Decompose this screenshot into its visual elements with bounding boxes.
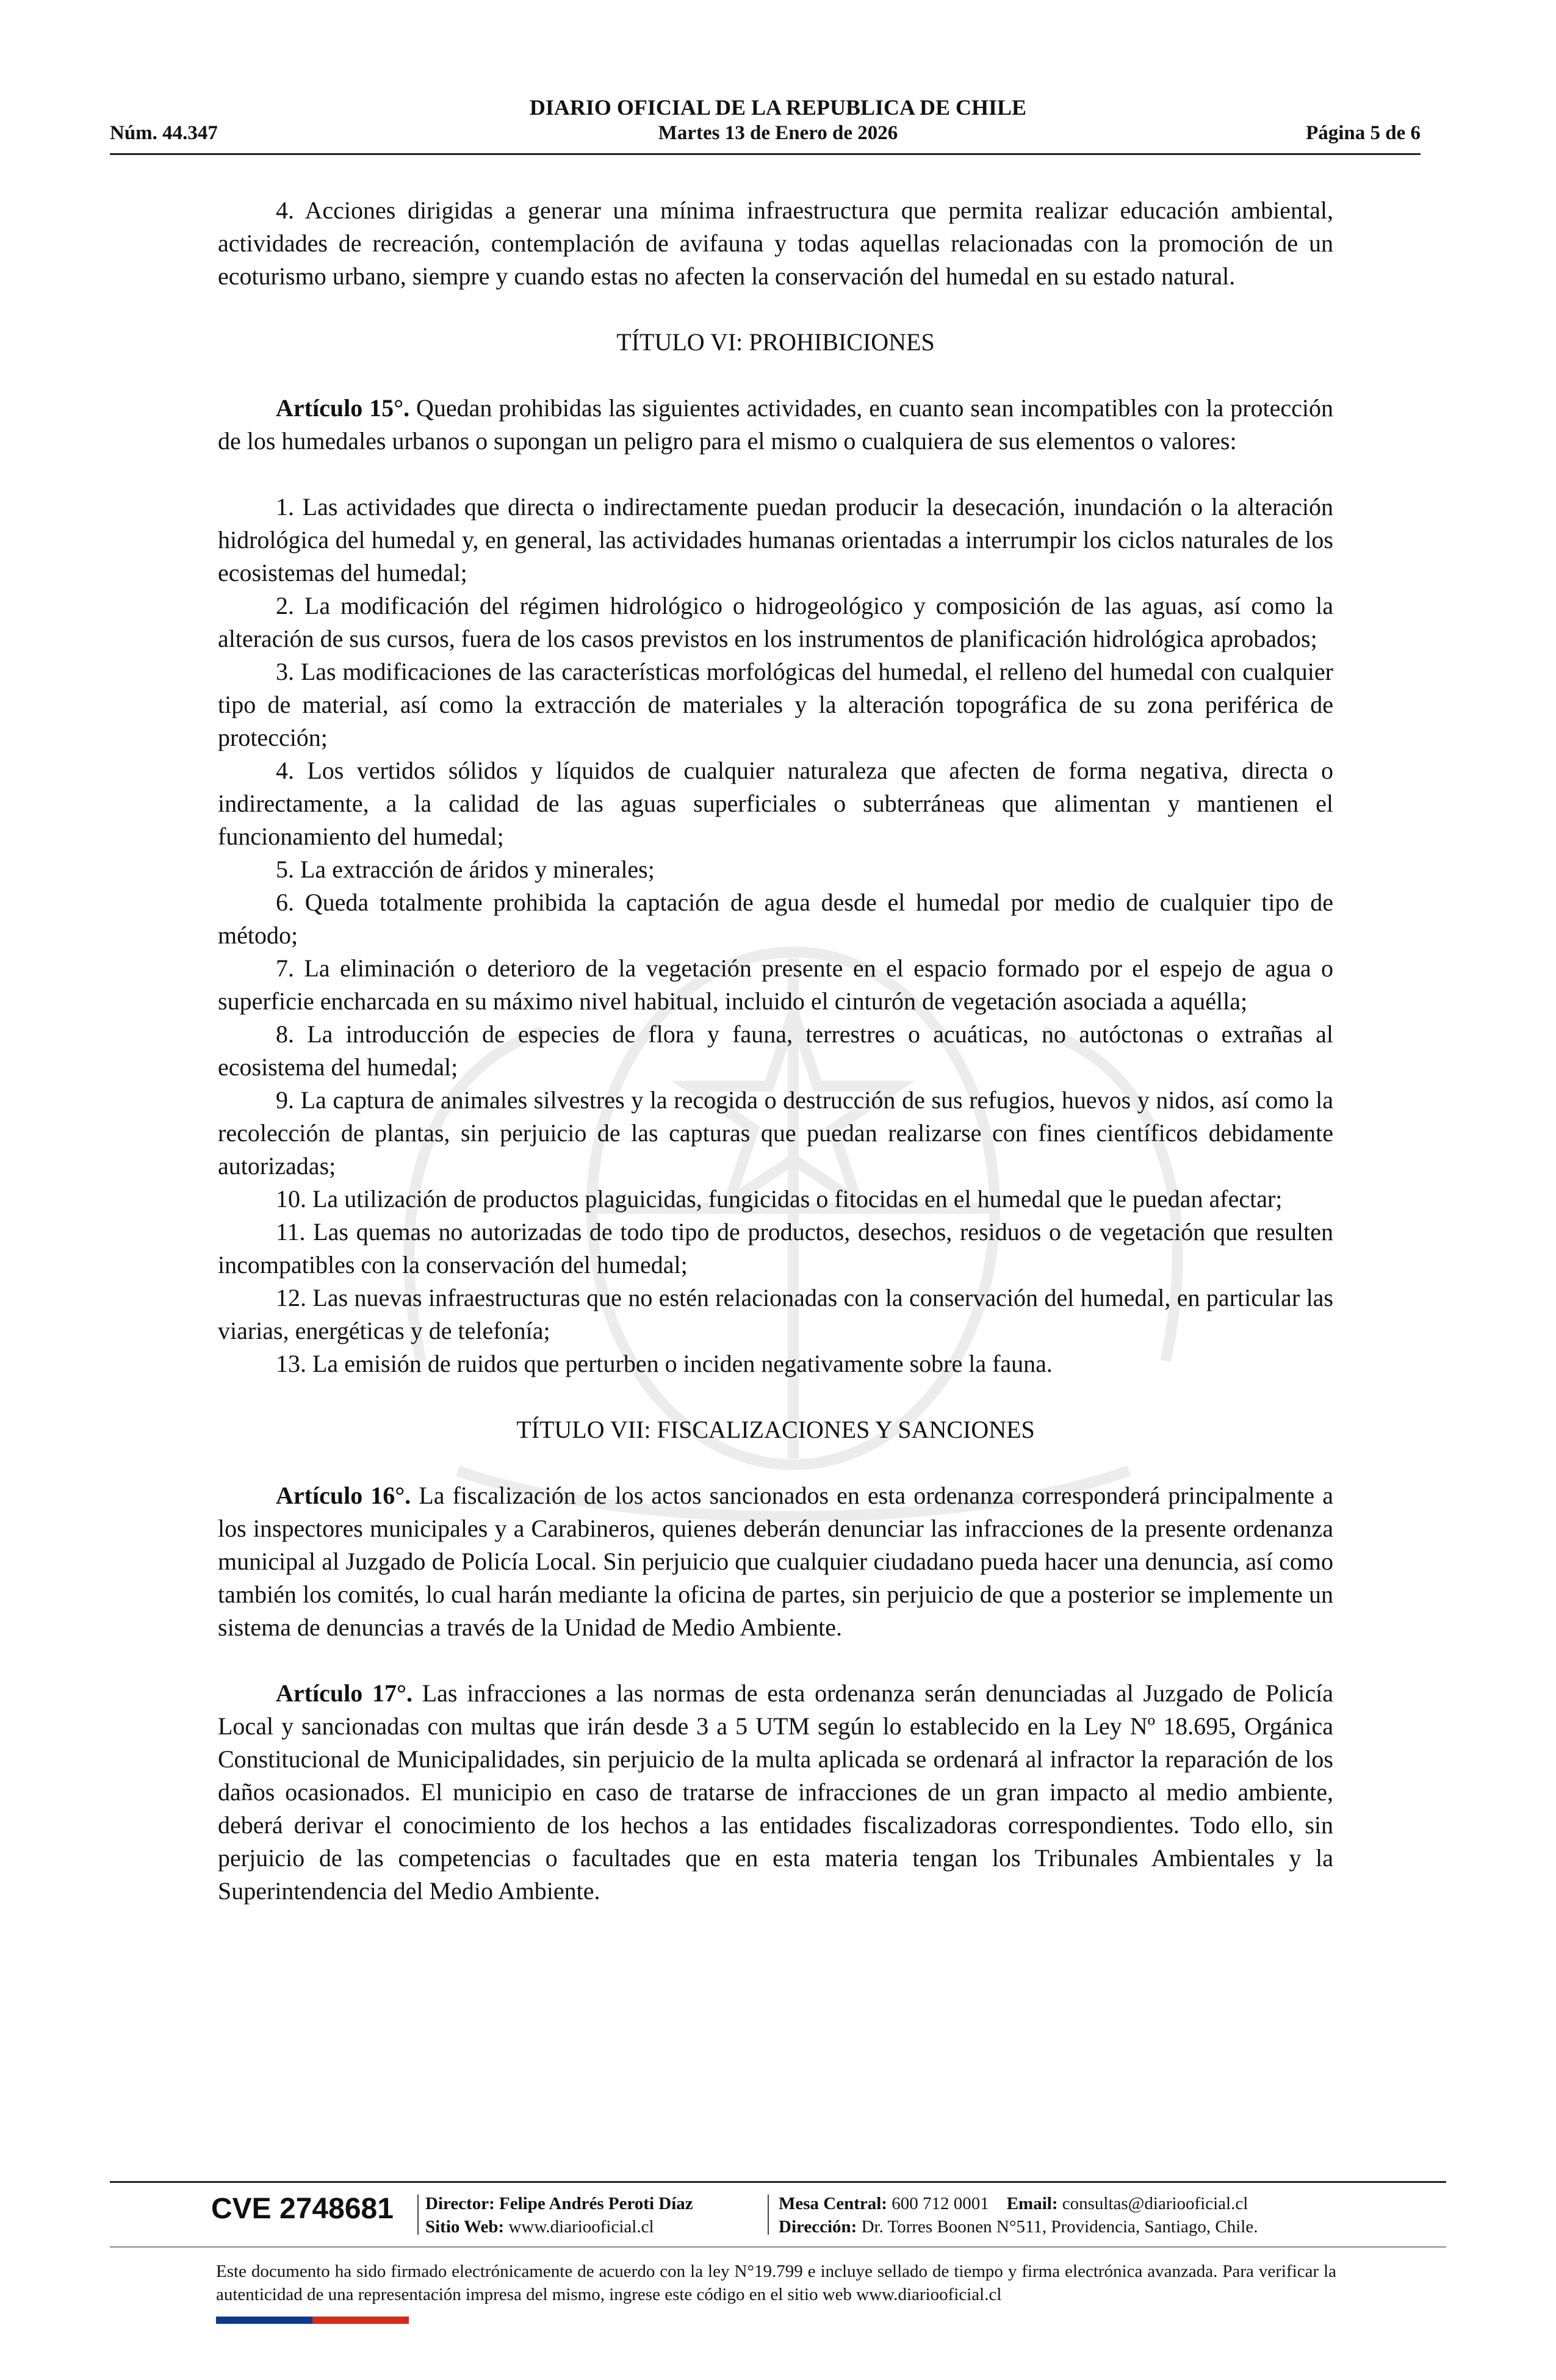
prohibition-item: 13. La emisión de ruidos que perturben o inciden negativamente sobre la fauna. (276, 1350, 1053, 1377)
mesa-label: Mesa Central: (779, 2194, 887, 2213)
cve-code: CVE 2748681 (211, 2193, 394, 2225)
article-16-text: La fiscalización de los actos sancionados en esta ordenanza corresponderá principalmente a los inspectores municipales y a Carabineros, quienes deberán denunciar las infracciones de la presente ordenanza municipal al Juzgado de Policía Local. Sin perjuicio que cualquier ciudadano pueda hacer una denuncia, así como también los comités, lo cual harán mediante la oficina de partes, sin perjuicio de que a posterior se implemente un sistema de denuncias a través de la Unidad de Medio Ambiente. (218, 1482, 1334, 1641)
prohibition-item: 8. La introducción de especies de flora y fauna, terrestres o acuáticas, no autóctonas o extrañas al ecosistema del humedal; (218, 1020, 1333, 1081)
prohibition-item: 4. Los vertidos sólidos y líquidos de cualquier naturaleza que afecten de forma negativa, directa o indirectamente, a la calidad de las aguas superficiales o subterráneas que alimentan y mantienen el funcionamiento del humedal; (218, 757, 1333, 850)
footer-contact-block (779, 2192, 1258, 2238)
article-17 (218, 1677, 1333, 1908)
flag-stripe-red (312, 2317, 409, 2324)
article-15 (218, 392, 1333, 458)
page-number: Página 5 de 6 (1306, 122, 1421, 144)
flag-stripe-blue (216, 2317, 312, 2324)
article-15-heading: Artículo 15°. (276, 394, 410, 422)
article-16-heading: Artículo 16°. (276, 1482, 411, 1509)
mesa-phone: 600 712 0001 (891, 2194, 989, 2213)
email-link[interactable]: consultas@diariooficial.cl (1062, 2194, 1248, 2213)
article-17-text: Las infracciones a las normas de esta ordenanza serán denunciadas al Juzgado de Policía Local y sancionadas con multas que irán desde 3 a 5 UTM según lo establecido en la Ley Nº 18.695, Orgánica Constitucional de Municipalidades, sin perjuicio de la multa aplicada se ordenará al infractor la reparación de los daños ocasionados. El municipio en caso de tratarse de infracciones de un gran impacto al medio ambiente, deberá derivar el conocimiento de los hechos a las entidades fiscalizadoras correspondientes. Todo ello, sin perjuicio de las competencias o facultades que en esta materia tengan los Tribunales Ambientales y la Superintendencia del Medio Ambiente. (218, 1679, 1333, 1905)
document-body (218, 194, 1333, 1908)
prohibition-item: 5. La extracción de áridos y minerales; (276, 856, 655, 883)
footer-separator (417, 2194, 419, 2235)
article-15-text: Quedan prohibidas las siguientes actividades, en cuanto sean incompatibles con la protección de los humedales urbanos o supongan un peligro para el mismo o cualquiera de sus elementos o valores: (218, 394, 1333, 455)
prohibition-item: 11. Las quemas no autorizadas de todo tipo de productos, desechos, residuos o de vegetación que resulten incompatibles con la conservación del humedal; (218, 1218, 1333, 1278)
section-title-vi: TÍTULO VI: PROHIBICIONES (616, 328, 935, 356)
prohibition-item: 12. Las nuevas infraestructuras que no estén relacionadas con la conservación del humedal, en particular las viarias, energéticas y de telefonía; (218, 1284, 1333, 1344)
site-label: Sitio Web: (425, 2217, 505, 2237)
email-label: Email: (1006, 2194, 1058, 2213)
article-17-heading: Artículo 17°. (276, 1679, 412, 1707)
prohibition-item: 7. La eliminación o deterioro de la vegetación presente en el espacio formado por el espejo de agua o superficie encharcada en su máximo nivel habitual, incluido el cinturón de vegetación asociada a aquélla; (218, 954, 1333, 1015)
prohibition-item: 10. La utilización de productos plaguicidas, fungicidas o fitocidas en el humedal que le puedan afectar; (276, 1185, 1283, 1213)
prohibition-item: 2. La modificación del régimen hidrológico o hidrogeológico y composición de las aguas, así como la alteración de sus cursos, fuera de los casos previstos en los instrumentos de planificación hidrológica aprobados; (218, 592, 1333, 652)
issue-number: Núm. 44.347 (110, 122, 218, 144)
publication-title: DIARIO OFICIAL DE LA REPUBLICA DE CHILE (529, 95, 1027, 120)
article-16 (218, 1479, 1333, 1644)
prohibition-item: 1. Las actividades que directa o indirectamente puedan producir la desecación, inundación o la alteración hidrológica del humedal y, en general, las actividades humanas orientadas a interrumpir los ciclos naturales de los ecosistemas del humedal; (218, 493, 1333, 586)
footer-director-block (425, 2192, 693, 2238)
prohibition-item: 3. Las modificaciones de las características morfológicas del humedal, el relleno del humedal con cualquier tipo de material, así como la extracción de materiales y la alteración topográfica de su zona periférica de protección; (218, 658, 1333, 751)
footer-divider (110, 2181, 1446, 2183)
paragraph-item-4: 4. Acciones dirigidas a generar una mínima infraestructura que permita realizar educación ambiental, actividades de recreación, contemplación de avifauna y todas aquellas relacionadas con la promoción de un ecoturismo urbano, siempre y cuando estas no afecten la conservación del humedal en su estado natural. (218, 197, 1333, 290)
legal-notice: Este documento ha sido firmado electrónicamente de acuerdo con la ley N°19.799 e incluye sellado de tiempo y firma electrónica avanzada. Para verificar la autenticidad de una representación impresa del mismo, ingrese este código en el sitio web www.diariooficial.cl (216, 2262, 1336, 2304)
director-label: Director: (425, 2194, 495, 2213)
prohibition-item: 9. La captura de animales silvestres y la recogida o destrucción de sus refugios, huevos y nidos, así como la recolección de plantas, sin perjuicio de las capturas que puedan realizarse con fines científicos debidamente autorizadas; (218, 1086, 1333, 1180)
address-value: Dr. Torres Boonen N°511, Providencia, Santiago, Chile. (861, 2217, 1258, 2237)
section-title-vii: TÍTULO VII: FISCALIZACIONES Y SANCIONES (516, 1416, 1035, 1443)
address-label: Dirección: (779, 2217, 857, 2237)
header-divider (110, 153, 1421, 155)
footer-separator (768, 2194, 769, 2235)
director-name: Felipe Andrés Peroti Díaz (499, 2194, 693, 2213)
site-link[interactable]: www.diariooficial.cl (508, 2217, 654, 2237)
publication-date: Martes 13 de Enero de 2026 (658, 122, 898, 144)
prohibition-item: 6. Queda totalmente prohibida la captación de agua desde el humedal por medio de cualquier tipo de método; (218, 889, 1333, 949)
footer-divider-2 (110, 2246, 1446, 2248)
